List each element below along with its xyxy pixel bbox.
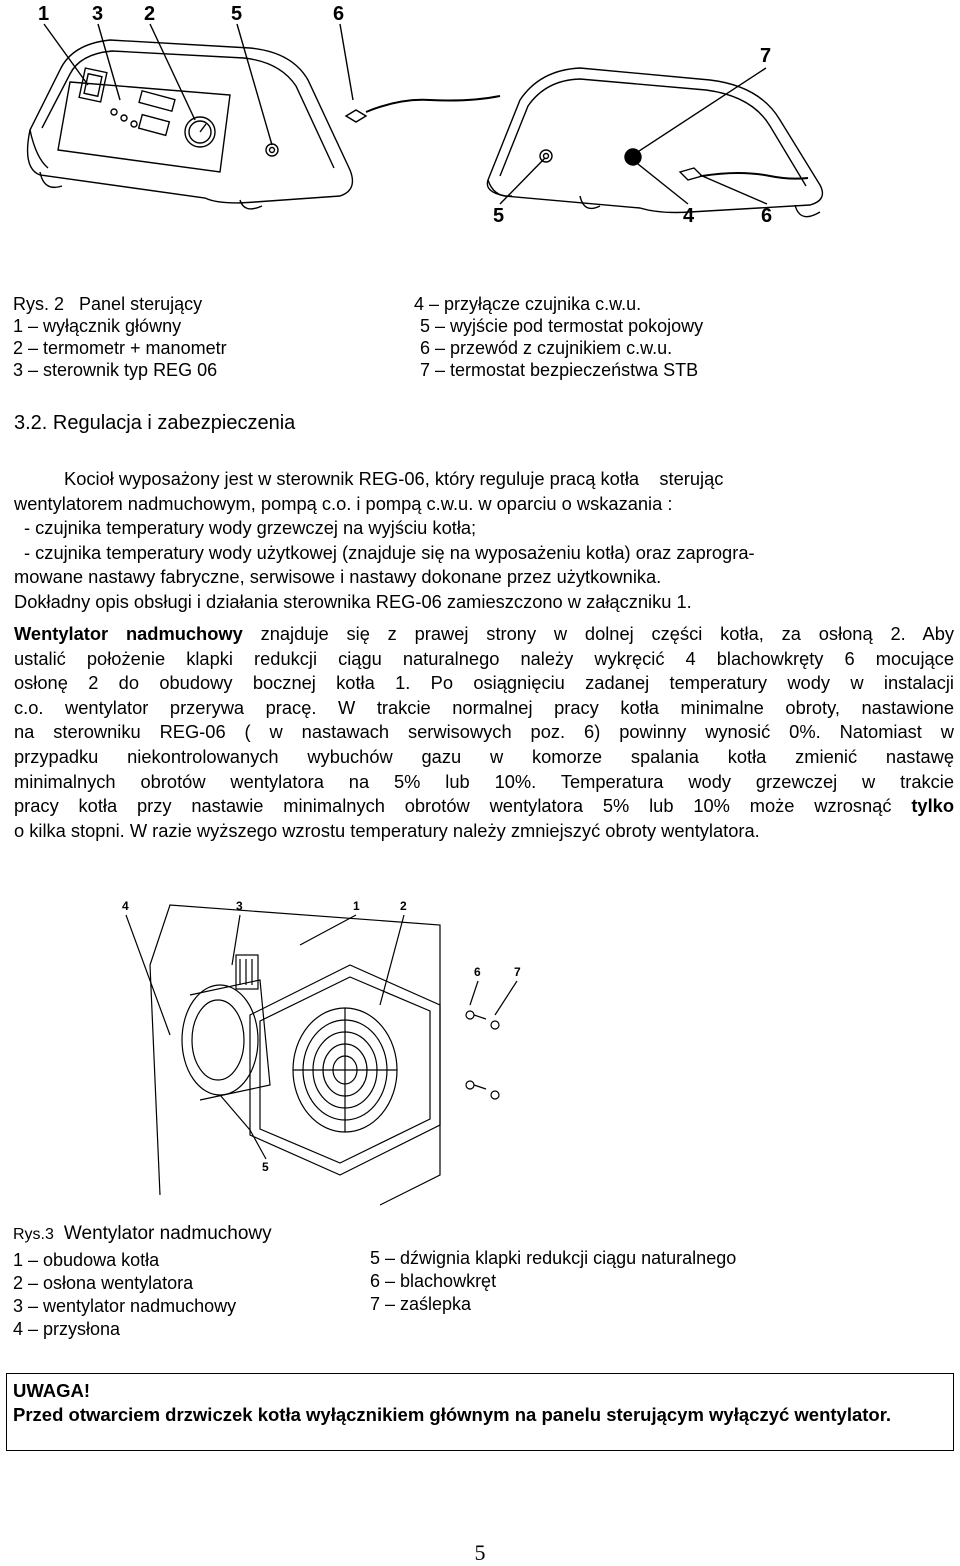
body-line: wentylatorem nadmuchowym, pompą c.o. i pompą c.w.u. w oparciu o wskazania : (14, 492, 673, 514)
callout-4: 4 (683, 205, 695, 227)
body-line: ustalić położenie klapki redukcji ciągu naturalnego należy wykręcić 4 blachowkręty 6 mocujące (14, 647, 954, 669)
legend-item: 6 – blachowkręt (370, 1271, 497, 1291)
figure2-caption-prefix: Rys.3 (13, 1226, 54, 1243)
legend-item: 7 – zaślepka (370, 1294, 472, 1314)
legend-item: 2 – termometr + manometr (13, 338, 227, 358)
figure1-caption-right (414, 293, 854, 381)
body-line: minimalnych obrotów wentylatora na 5% lub 10%. Temperatura wody grzewczej w trakcie (14, 770, 954, 792)
body-line: o kilka stopni. W razie wyższego wzrostu temperatury należy zmniejszyć obroty wentylatora. (14, 819, 760, 841)
legend-item: 2 – osłona wentylatora (13, 1273, 194, 1293)
legend-item: 5 – dźwignia klapki redukcji ciągu naturalnego (370, 1248, 737, 1268)
legend-item: 5 – wyjście pod termostat pokojowy (420, 316, 704, 336)
callout-7: 7 (760, 45, 772, 67)
figure1-caption-prefix: Rys. 2 (13, 294, 65, 314)
body-line: Kocioł wyposażony jest w sterownik REG-06, który reguluje pracą kotła sterując (64, 468, 724, 489)
legend-item: 6 – przewód z czujnikiem c.w.u. (420, 338, 673, 358)
control-panel-drawing (0, 0, 960, 285)
legend-item: 7 – termostat bezpieczeństwa STB (420, 360, 699, 380)
legend-item: 3 – sterownik typ REG 06 (13, 360, 218, 380)
legend-item: 1 – wyłącznik główny (13, 316, 182, 336)
fan-bold-lead: Wentylator nadmuchowy (14, 623, 243, 644)
figure1-caption-title: Panel sterujący (79, 294, 203, 314)
callout-2: 2 (400, 899, 407, 913)
legend-item: 4 – przysłona (13, 1319, 121, 1339)
callout-5: 5 (262, 1160, 269, 1174)
figure2-caption-right (370, 1247, 850, 1315)
figure1-caption (13, 293, 473, 381)
callout-6: 6 (333, 3, 345, 25)
fan-paragraph (14, 622, 954, 843)
figure2-caption-title: Wentylator nadmuchowy (63, 1223, 272, 1244)
legend-item: 4 – przyłącze czujnika c.w.u. (414, 294, 642, 314)
callout-3: 3 (92, 3, 104, 25)
callout-7: 7 (514, 965, 521, 979)
page-number: 5 (474, 1540, 486, 1565)
body-line: - czujnika temperatury wody użytkowej (znajduje się na wyposażeniu kotła) oraz zaprogra- (24, 541, 755, 563)
callout-4: 4 (122, 899, 129, 913)
callout-1: 1 (38, 3, 50, 25)
body-line: c.o. wentylator przerywa pracę. W trakcie normalnej pracy kotła minimalne obroty, nastawione (14, 696, 954, 718)
section-body (14, 467, 954, 615)
section-heading: 3.2. Regulacja i zabezpieczenia (14, 412, 296, 434)
body-line: osłonę 2 do obudowy bocznej kotła 1. Po osiągnięciu zadanej temperatury wody w instalacji (14, 672, 954, 694)
body-line: - czujnika temperatury wody grzewczej na wyjściu kotła; (24, 517, 477, 539)
body-line: na sterowniku REG-06 ( w nastawach serwisowych poz. 6) powinny wynosić 0%. Natomiast w (14, 721, 954, 743)
body-line: pracy kotła przy nastawie minimalnych obrotów wentylatora 5% lub 10% może wzrosnąć (14, 795, 912, 817)
warning-title: UWAGA! (13, 1380, 91, 1401)
callout-6b: 6 (761, 205, 773, 227)
bold-word-tylko: tylko (911, 795, 954, 817)
callout-3: 3 (236, 899, 243, 913)
body-line: mowane nastawy fabryczne, serwisowe i nastawy dokonane przez użytkownika. (14, 566, 662, 588)
warning-text: Przed otwarciem drzwiczek kotła wyłącznikiem głównym na panelu sterującym wyłączyć wentylator. (13, 1404, 892, 1425)
callout-6: 6 (474, 965, 481, 979)
callout-1: 1 (353, 899, 360, 913)
body-line: przypadku niekontrolowanych wybuchów gazu w komorze spalania kotła zmienić nastawę (14, 745, 954, 767)
fan-drawing (0, 885, 960, 1205)
warning-box (6, 1373, 954, 1451)
body-line: znajduje się z prawej strony w dolnej części kotła, za osłoną 2. Aby (242, 623, 954, 644)
callout-5: 5 (231, 3, 243, 25)
figure-control-panel (0, 0, 960, 285)
figure-fan (0, 885, 960, 1205)
callout-5b: 5 (493, 205, 505, 227)
callout-2: 2 (144, 3, 156, 25)
legend-item: 1 – obudowa kotła (13, 1250, 160, 1270)
body-line: Dokładny opis obsługi i działania sterownika REG-06 zamieszczono w załączniku 1. (14, 590, 692, 612)
legend-item: 3 – wentylator nadmuchowy (13, 1296, 237, 1316)
